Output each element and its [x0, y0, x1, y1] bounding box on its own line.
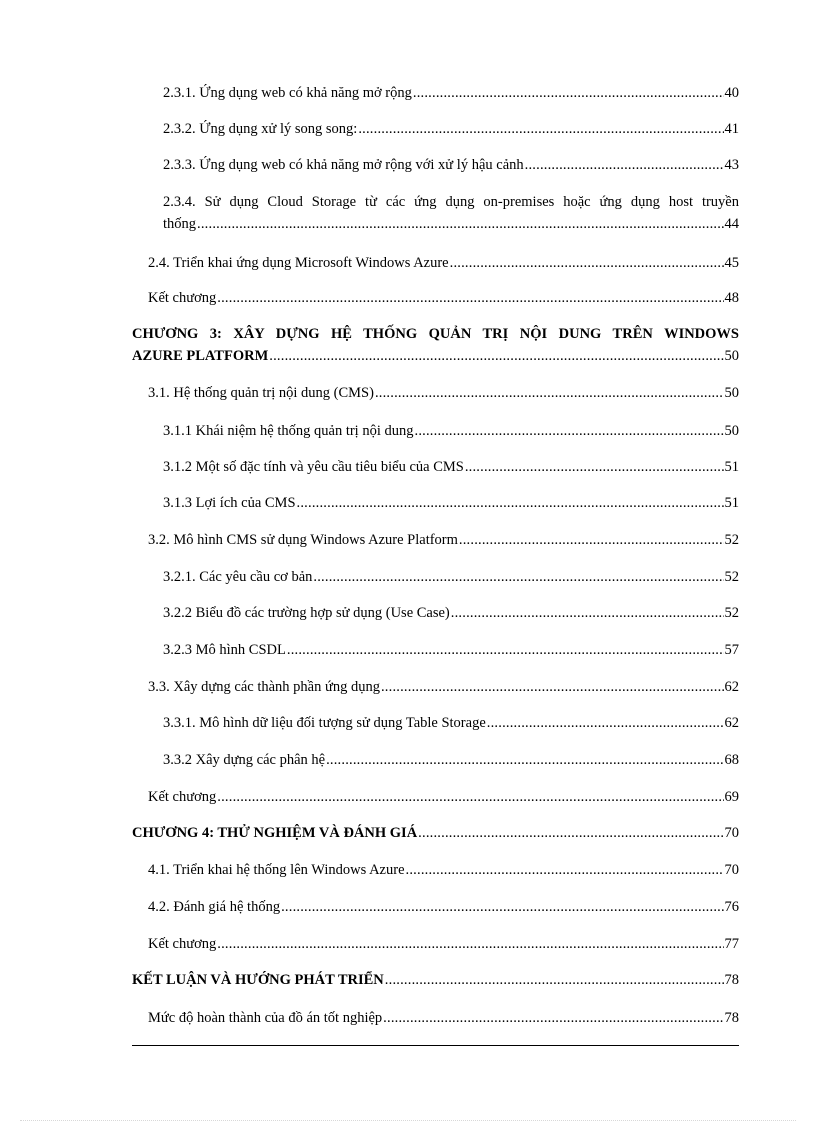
toc-chapter-entry[interactable]	[132, 323, 739, 367]
dot-leader	[375, 382, 724, 398]
toc-entry-page: 50	[724, 348, 739, 364]
toc-entry-title: 2.3.2. Ứng dụng xử lý song song:	[163, 121, 358, 137]
toc-entry[interactable]	[132, 456, 739, 478]
dot-leader	[525, 154, 724, 170]
toc-entry-title: 3.2.1. Các yêu cầu cơ bản	[163, 569, 313, 585]
dot-leader	[406, 859, 724, 875]
toc-entry[interactable]	[132, 82, 739, 104]
toc-chapter-title-line1: CHƯƠNG 3: XÂY DỰNG HỆ THỐNG QUẢN TRỊ NỘI DUNG TRÊN WINDOWS	[132, 326, 739, 342]
toc-entry-page: 44	[724, 216, 739, 232]
dot-leader	[217, 786, 723, 802]
toc-entry-title: 2.3.3. Ứng dụng web có khả năng mở rộng với xử lý hậu cảnh	[163, 157, 524, 173]
dot-leader	[451, 602, 724, 618]
toc-entry[interactable]	[132, 859, 739, 881]
toc-entry-title: 2.3.1. Ứng dụng web có khả năng mở rộng	[163, 85, 412, 101]
toc-entry-title: 3.1.1 Khái niệm hệ thống quản trị nội dung	[163, 423, 414, 439]
dot-leader	[217, 933, 723, 949]
toc-entry-page: 51	[724, 495, 739, 511]
page-bottom-border	[20, 1120, 796, 1121]
dot-leader	[383, 1007, 723, 1023]
toc-entry[interactable]	[132, 420, 739, 442]
toc-entry-title: 3.2.3 Mô hình CSDL	[163, 642, 286, 658]
toc-entry[interactable]	[132, 287, 739, 309]
toc-entry-page: 69	[724, 789, 739, 805]
dot-leader	[269, 345, 723, 361]
toc-entry[interactable]	[132, 676, 739, 698]
toc-entry[interactable]	[132, 896, 739, 918]
toc-entry-page: 68	[724, 752, 739, 768]
toc-entry[interactable]	[132, 933, 739, 955]
toc-entry-page: 48	[724, 290, 739, 306]
dot-leader	[313, 566, 723, 582]
dot-leader	[326, 749, 723, 765]
dot-leader	[297, 492, 724, 508]
dot-leader	[450, 252, 724, 268]
toc-entry-page: 40	[724, 85, 739, 101]
toc-entry-page: 78	[724, 972, 739, 988]
toc-entry-page: 41	[724, 121, 739, 137]
toc-entry-title: Kết chương	[148, 789, 217, 805]
toc-entry[interactable]	[132, 602, 739, 624]
toc-entry-page: 57	[724, 642, 739, 658]
toc-entry-title: 3.3.2 Xây dựng các phân hệ	[163, 752, 326, 768]
dot-leader	[465, 456, 724, 472]
toc-entry-page: 70	[724, 862, 739, 878]
toc-entry-title: Mức độ hoàn thành của đồ án tốt nghiệp	[148, 1010, 383, 1026]
toc-entry-title: 4.2. Đánh giá hệ thống	[148, 899, 281, 915]
toc-entry[interactable]	[132, 1007, 739, 1029]
toc-entry-title: 4.1. Triển khai hệ thống lên Windows Azure	[148, 862, 405, 878]
toc-entry-title: 3.1. Hệ thống quản trị nội dung (CMS)	[148, 385, 374, 401]
toc-entry[interactable]	[132, 529, 739, 551]
dot-leader	[459, 529, 724, 545]
toc-entry-title: 3.2.2 Biểu đồ các trường hợp sử dụng (Use Case)	[163, 605, 450, 621]
toc-entry-page: 76	[724, 899, 739, 915]
toc-entry[interactable]	[132, 712, 739, 734]
toc-entry-title: 3.3. Xây dựng các thành phần ứng dụng	[148, 679, 380, 695]
dot-leader	[413, 82, 724, 98]
dot-leader	[418, 822, 723, 838]
dot-leader	[217, 287, 723, 303]
dot-leader	[358, 118, 723, 134]
toc-entry-title: 3.2. Mô hình CMS sử dụng Windows Azure Platform	[148, 532, 458, 548]
dot-leader	[197, 213, 723, 229]
dot-leader	[385, 969, 724, 985]
toc-entry-page: 51	[724, 459, 739, 475]
toc-entry[interactable]	[132, 118, 739, 140]
dot-leader	[415, 420, 724, 436]
toc-chapter-title: CHƯƠNG 4: THỬ NGHIỆM VÀ ĐÁNH GIÁ	[132, 825, 418, 841]
toc-entry-page: 43	[724, 157, 739, 173]
toc-entry-title: 3.1.3 Lợi ích của CMS	[163, 495, 296, 511]
toc-entry-title-line1: 2.3.4. Sử dụng Cloud Storage từ các ứng dụng on-premises hoặc ứng dụng host truyền	[163, 194, 739, 210]
toc-entry-page: 50	[724, 385, 739, 401]
toc-entry-page: 77	[724, 936, 739, 952]
dot-leader	[287, 639, 724, 655]
toc-entry[interactable]	[132, 252, 739, 274]
toc-chapter-title: KẾT LUẬN VÀ HƯỚNG PHÁT TRIỂN	[132, 972, 384, 988]
toc-chapter-title-line2: AZURE PLATFORM	[132, 348, 269, 364]
toc-entry-page: 70	[724, 825, 739, 841]
toc-entry-title: Kết chương	[148, 936, 217, 952]
footer-rule	[132, 1045, 739, 1046]
toc-entry-title: 3.3.1. Mô hình dữ liệu đối tượng sử dụng Table Storage	[163, 715, 486, 731]
toc-entry[interactable]	[132, 786, 739, 808]
toc-entry-title-line2: thống	[163, 216, 197, 232]
dot-leader	[381, 676, 724, 692]
dot-leader	[487, 712, 724, 728]
toc-entry-page: 78	[724, 1010, 739, 1026]
toc-entry[interactable]	[132, 154, 739, 176]
toc-entry-title: Kết chương	[148, 290, 217, 306]
toc-entry-multiline[interactable]	[132, 191, 739, 235]
toc-entry-page: 50	[724, 423, 739, 439]
toc-entry[interactable]	[132, 492, 739, 514]
toc-entry-page: 52	[724, 532, 739, 548]
toc-entry-page: 52	[724, 605, 739, 621]
toc-entry-title: 2.4. Triển khai ứng dụng Microsoft Windows Azure	[148, 255, 449, 271]
dot-leader	[281, 896, 723, 912]
toc-entry[interactable]	[132, 382, 739, 404]
toc-chapter-entry[interactable]	[132, 822, 739, 844]
toc-entry[interactable]	[132, 566, 739, 588]
toc-entry[interactable]	[132, 749, 739, 771]
toc-entry[interactable]	[132, 639, 739, 661]
toc-entry-page: 62	[724, 715, 739, 731]
toc-entry-page: 52	[724, 569, 739, 585]
toc-entry-title: 3.1.2 Một số đặc tính và yêu cầu tiêu biểu của CMS	[163, 459, 464, 475]
toc-entry-page: 62	[724, 679, 739, 695]
toc-chapter-entry[interactable]	[132, 969, 739, 991]
toc-entry-page: 45	[724, 255, 739, 271]
